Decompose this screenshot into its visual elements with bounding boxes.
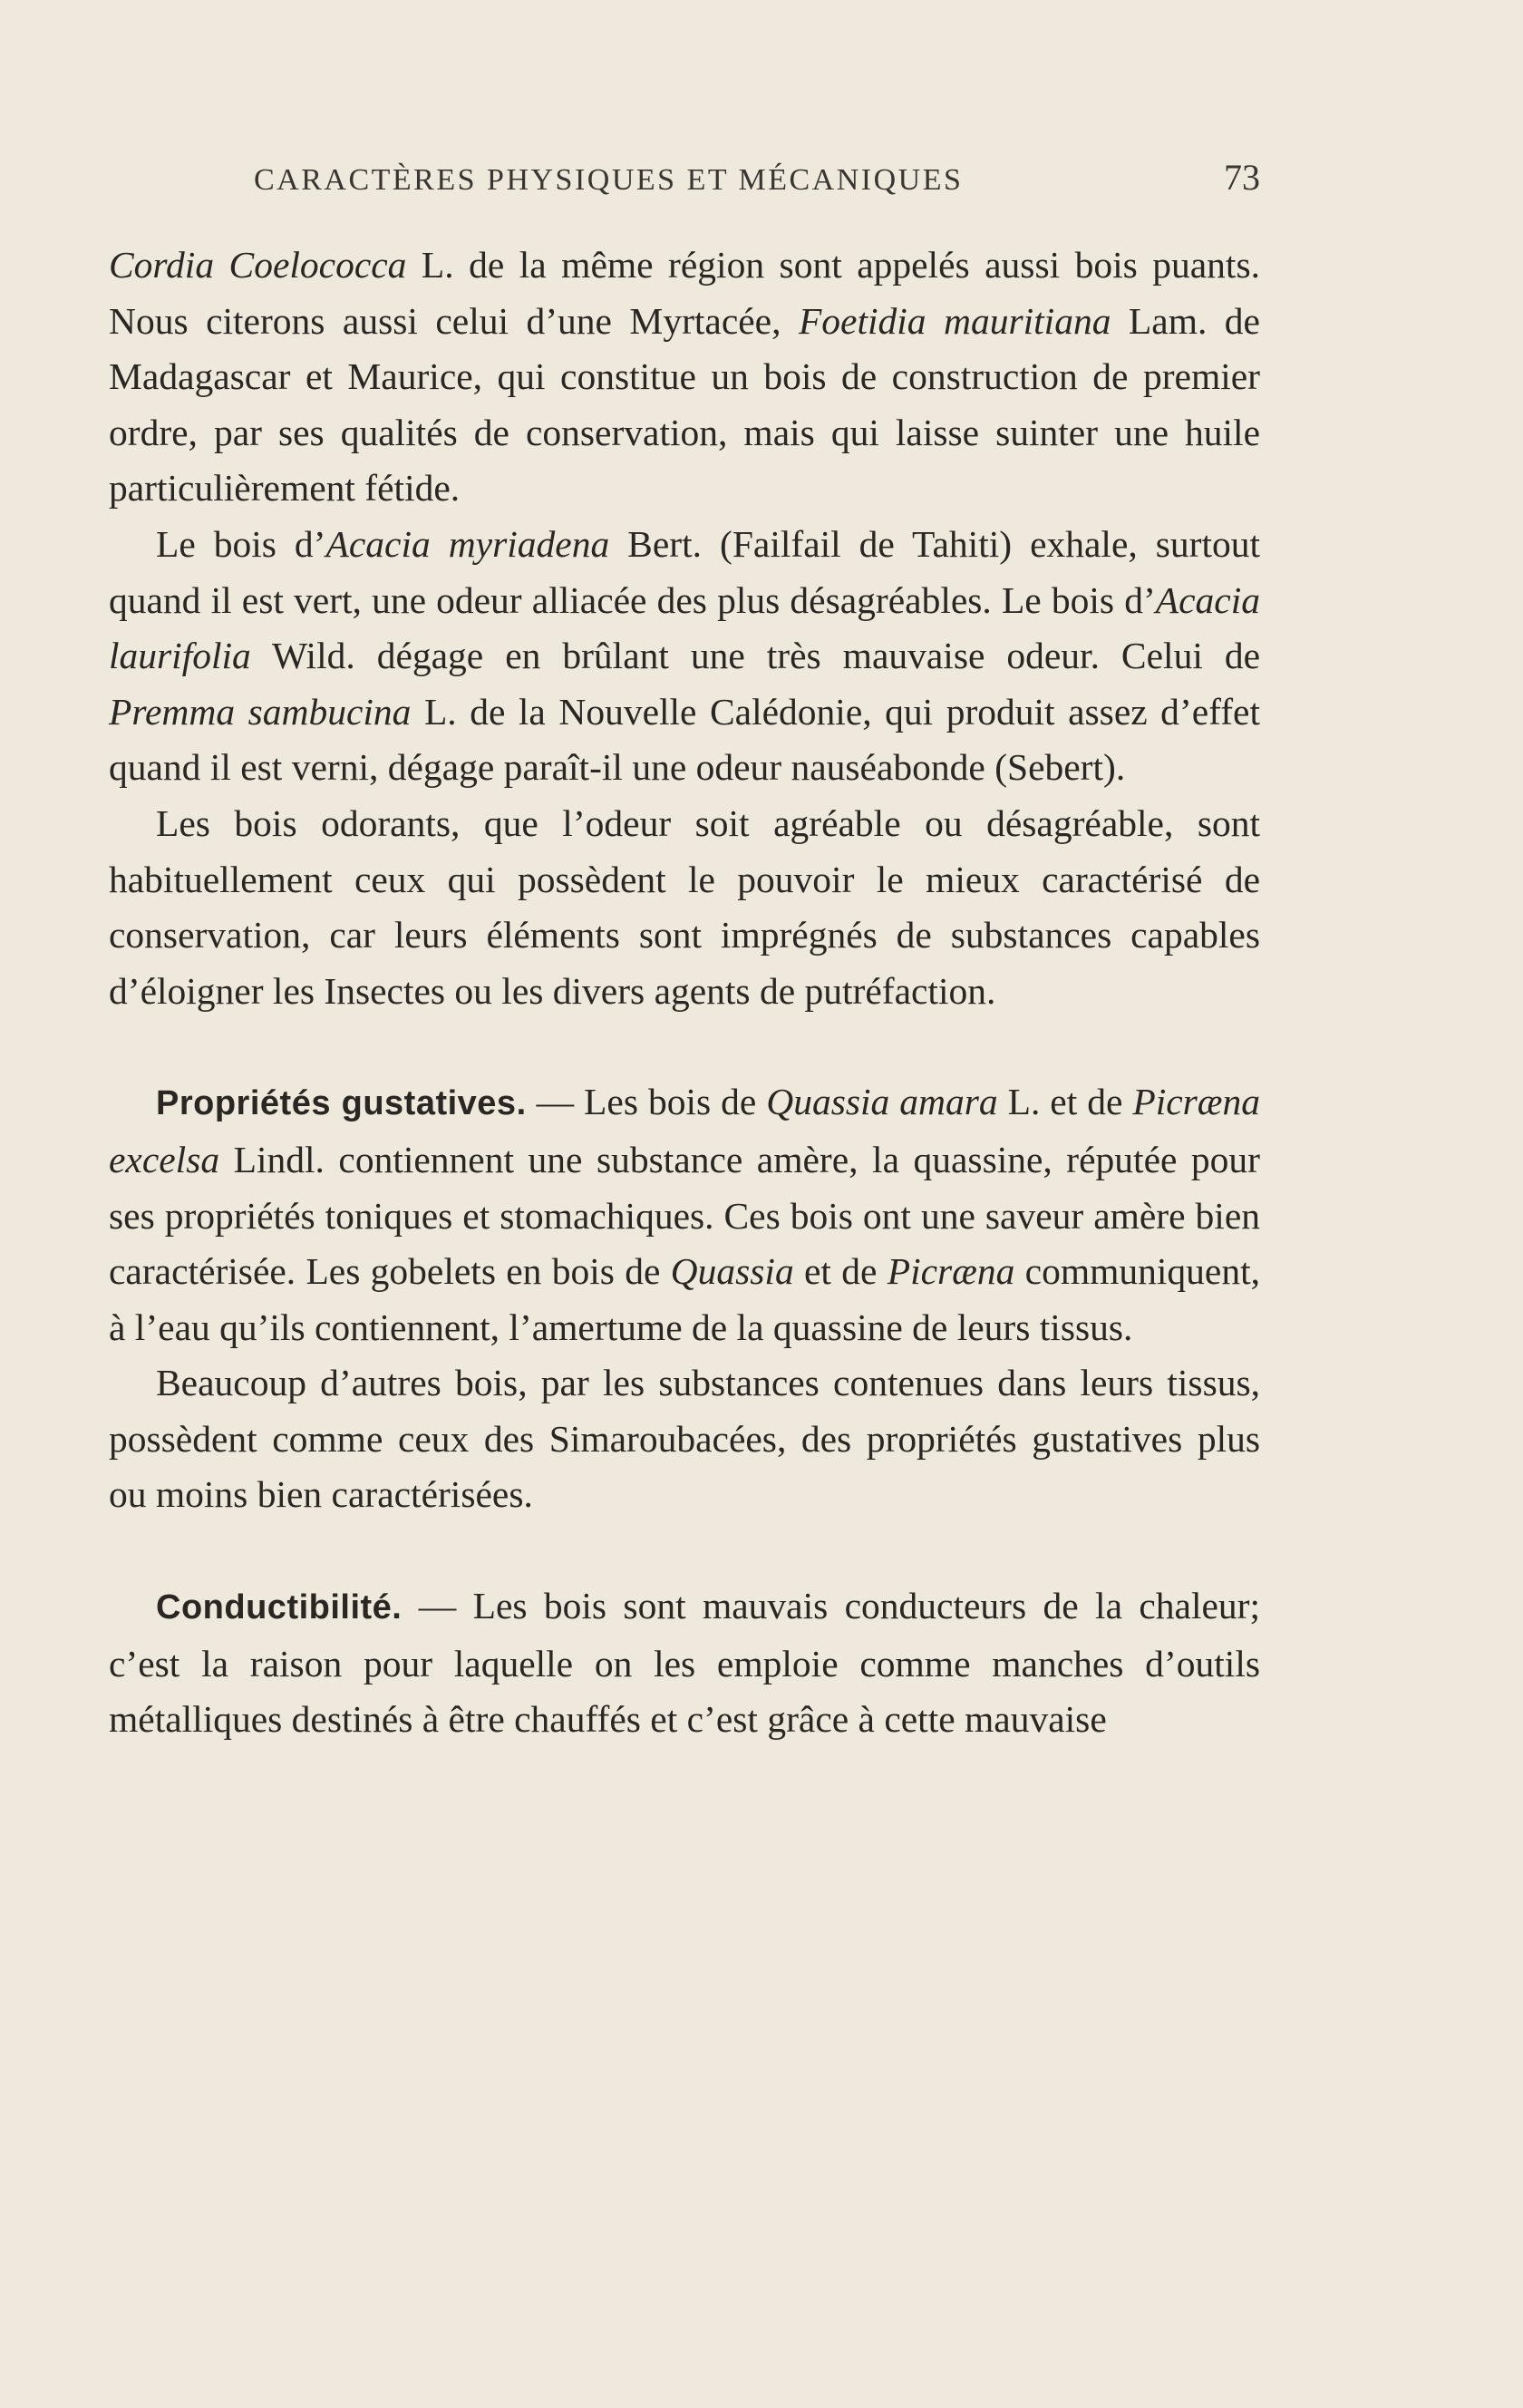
paragraph-acacia xyxy=(109,517,1270,796)
page-number: 73 xyxy=(1224,157,1260,198)
species-name: Quassia xyxy=(670,1250,794,1293)
text-run: — Les bois de xyxy=(526,1081,767,1123)
species-name: Foetidia mauritiana xyxy=(798,299,1111,342)
species-name: Cordia Coelococca xyxy=(109,244,407,286)
paragraph-continued-odorous-woods xyxy=(109,238,1270,517)
text-run: L. de la même région sont appelés aussi bois puants. Nous citerons aussi celui d’une Myrtacée, xyxy=(109,244,1270,342)
species-name: Premma sambucina xyxy=(109,690,412,733)
running-header xyxy=(109,152,1260,207)
section-heading: Propriétés gustatives. xyxy=(156,1084,527,1123)
species-name: Picræna excelsa xyxy=(109,1081,1270,1180)
text-run: L. et de xyxy=(997,1081,1133,1123)
text-run: communiquent, à l’eau qu’ils contiennent, l’amertume de la quassine de leurs tissus. xyxy=(109,1250,1270,1348)
text-run: Beaucoup d’autres bois, par les substances contenues dans leurs tissus, possèdent comme ceux des Simaroubacées, des propriétés gustatives plus ou moins bien caractérisées. xyxy=(109,1362,1270,1516)
body-text xyxy=(109,238,1270,1748)
text-run: Bert. (Failfail de Tahiti) exhale, surtout quand il est vert, une odeur alliacée des plus désagréables. Le bois d’ xyxy=(109,522,1270,621)
text-run: et de xyxy=(793,1250,888,1293)
running-title: CARACTÈRES PHYSIQUES ET MÉCANIQUES xyxy=(254,163,964,197)
text-run: Lindl. contiennent une substance amère, la quassine, réputée pour ses propriétés toniques et stomachiques. Ces bois ont une saveur amère bien caractérisée. Les gobelets en bois de xyxy=(109,1138,1270,1293)
species-name: Acacia laurifolia xyxy=(109,578,1270,677)
species-name: Acacia myriadena xyxy=(325,522,610,565)
text-run: Wild. dégage en brûlant une très mauvaise odeur. Celui de xyxy=(250,635,1270,677)
text-run: Le bois d’ xyxy=(156,522,326,565)
text-run: — Les bois sont mauvais conducteurs de la chaleur; c’est la raison pour laquelle on les emploie comme manches d’outils métalliques destinés à être chauffés et c’est grâce à cette mauvaise xyxy=(109,1585,1270,1741)
text-run: Lam. de Madagascar et Maurice, qui constitue un bois de construction de premier ordre, par ses qualités de conservation, mais qui laisse suinter une huile particulièrement fétide. xyxy=(109,299,1270,510)
text-run: L. de la Nouvelle Calédonie, qui produit assez d’effet quand il est verni, dégage paraît-il une odeur nauséabonde (Sebert). xyxy=(109,690,1270,789)
section-gustatory-properties xyxy=(109,1074,1270,1355)
paragraph-other-woods xyxy=(109,1355,1270,1523)
paragraph-odorous-conservation xyxy=(109,796,1270,1019)
section-heading: Conductibilité. xyxy=(156,1588,403,1627)
species-name: Quassia amara xyxy=(766,1081,998,1123)
text-run: Les bois odorants, que l’odeur soit agréable ou désagréable, sont habituellement ceux qui possèdent le pouvoir le mieux caractérisé de conservation, car leurs éléments sont imprégnés de substances capables d’éloigner les Insectes ou les divers agents de putréfaction. xyxy=(109,801,1270,1012)
section-conductivity xyxy=(109,1578,1270,1748)
species-name: Picræna xyxy=(887,1250,1015,1293)
